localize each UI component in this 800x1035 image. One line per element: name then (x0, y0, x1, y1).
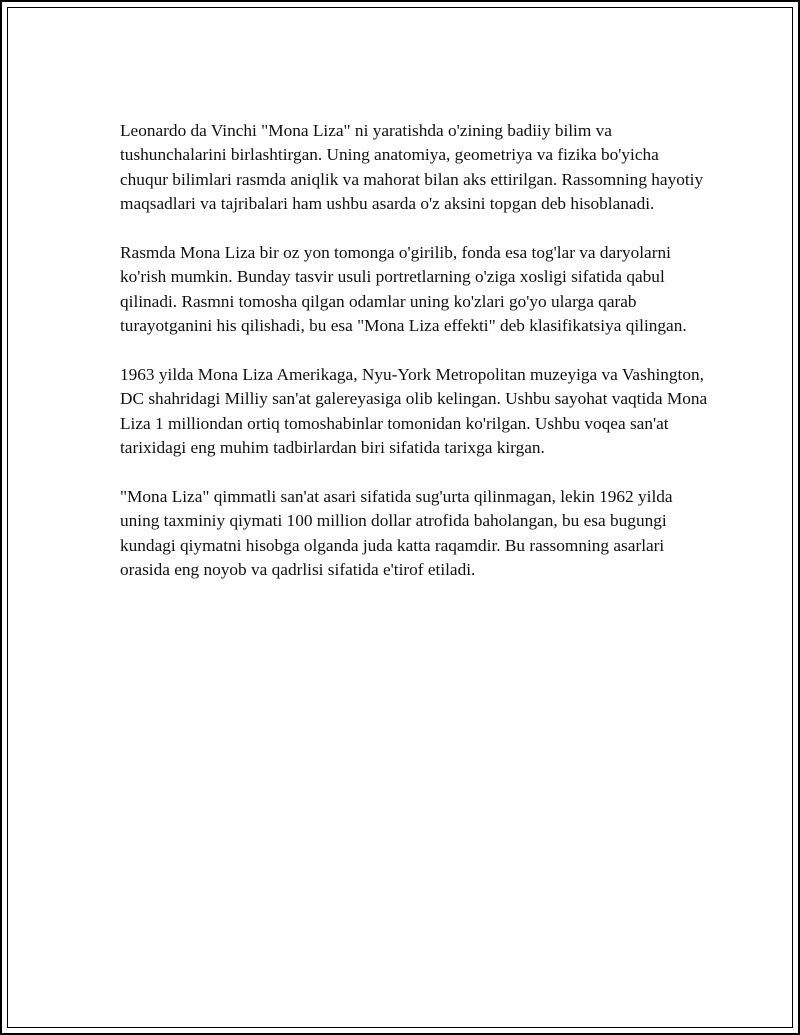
paragraph-leonardo-knowledge: Leonardo da Vinchi "Mona Liza" ni yaratishda o'zining badiiy bilim va tushunchalarini birlashtirgan. Uning anatomiya, geometriya va fizika bo'yicha chuqur bilimlari rasmda aniqlik va mahorat bilan aks ettirilgan. Rassomning hayotiy maqsadlari va tajribalari ham ushbu asarda o'z aksini topgan deb hisoblanadi. (120, 121, 704, 214)
paragraph-1963-tour: 1963 yilda Mona Liza Amerikaga, Nyu-York Metropolitan muzeyiga va Vashington, DC shahridagi Milliy san'at galereyasiga olib kelingan. Ushbu sayohat vaqtida Mona Liza 1 milliondan ortiq tomoshabinlar tomonidan ko'rilgan. Ushbu voqea san'at tarixidagi eng muhim tadbirlardan biri sifatida tarixga kirgan. (120, 365, 708, 458)
paragraph-valuation: "Mona Liza" qimmatli san'at asari sifatida sug'urta qilinmagan, lekin 1962 yilda uning taxminiy qiymati 100 million dollar atrofida baholangan, bu esa bugungi kundagi qiymatni hisobga olganda juda katta raqamdir. Bu rassomning asarlari orasida eng noyob va qadrlisi sifatida e'tirof etiladi. (120, 487, 673, 580)
document-body (120, 119, 710, 607)
paragraph-portrait-description: Rasmda Mona Liza bir oz yon tomonga o'girilib, fonda esa tog'lar va daryolarni ko'rish mumkin. Bunday tasvir usuli portretlarning o'ziga xosligi sifatida qabul qilinadi. Rasmni tomosha qilgan odamlar uning ko'zlari go'yo ularga qarab turayotganini his qilishadi, bu esa "Mona Liza effekti" deb klasifikatsiya qilingan. (120, 243, 687, 336)
